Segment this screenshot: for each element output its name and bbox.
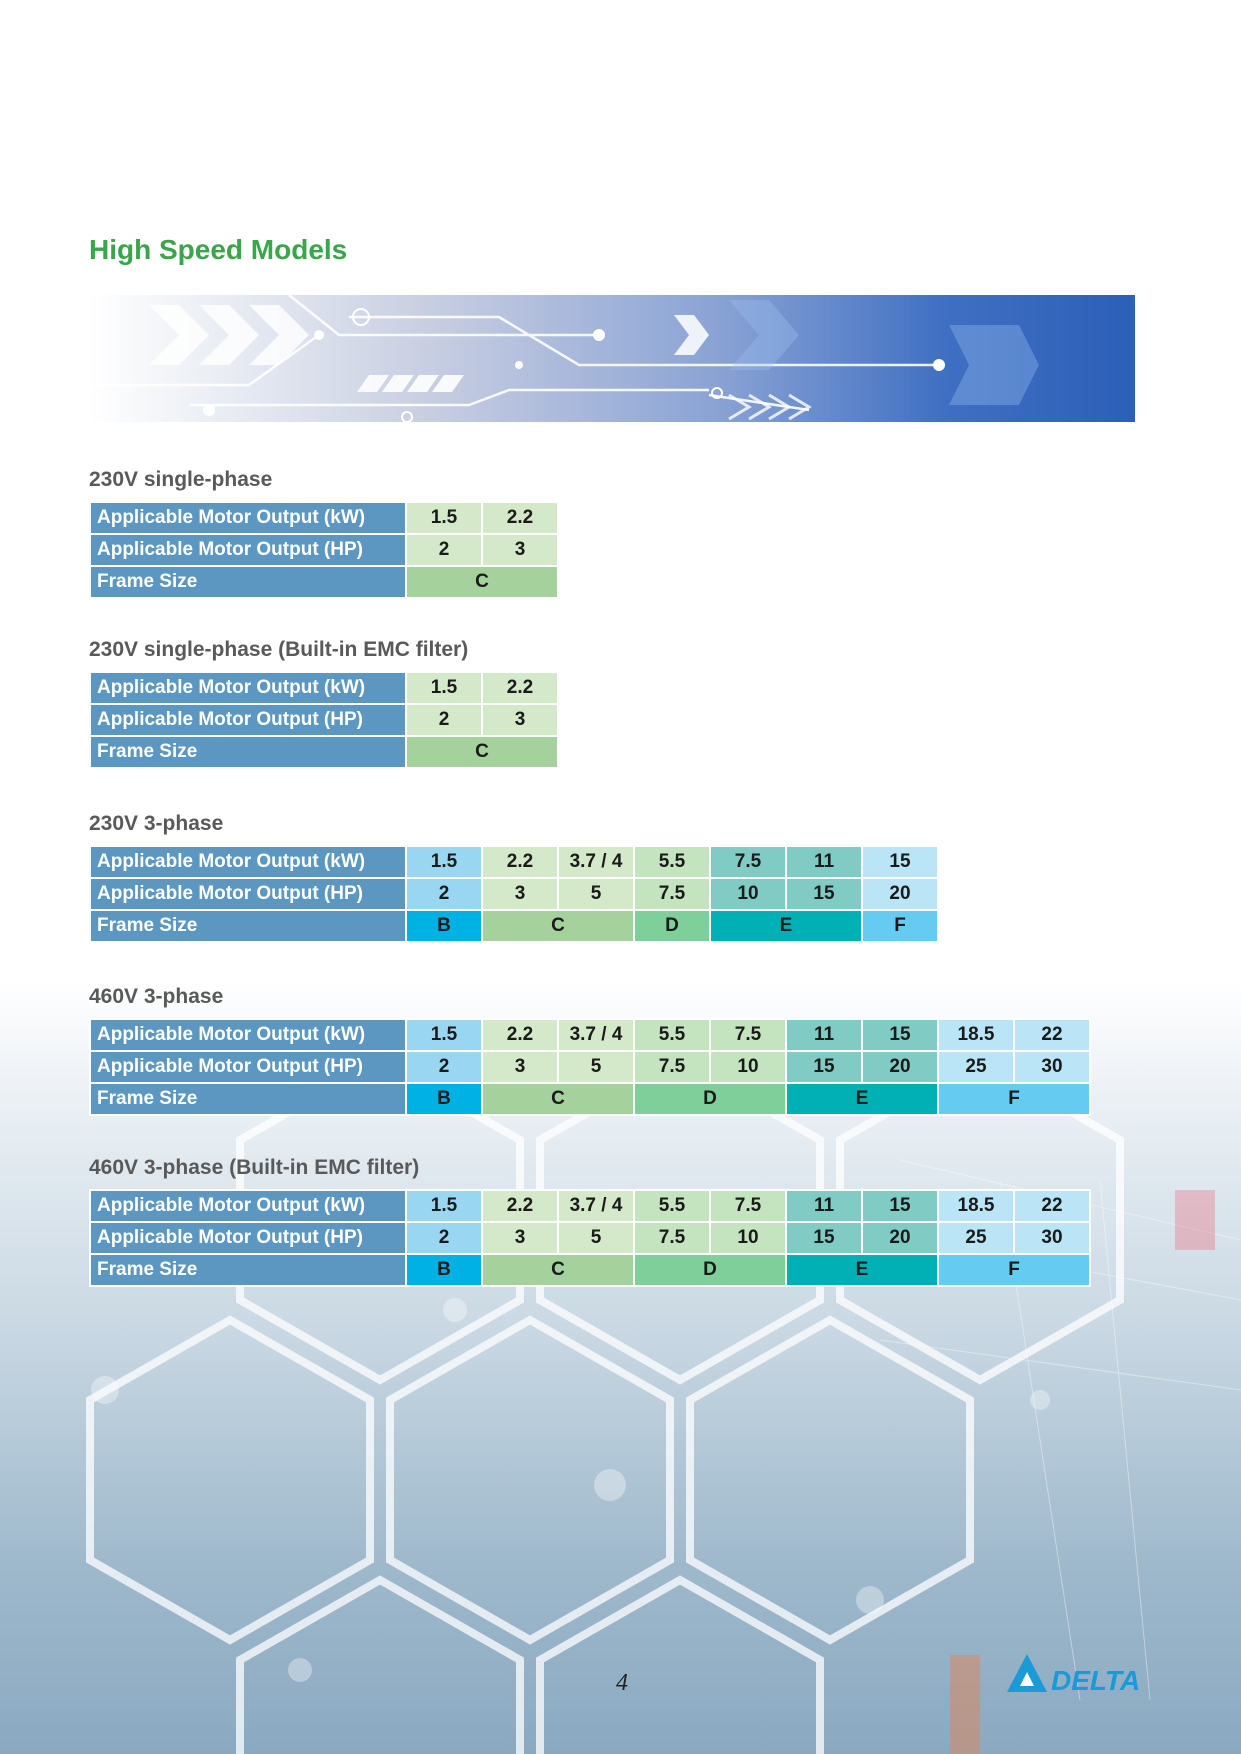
kw-cell: 3.7 / 4 — [558, 1019, 634, 1051]
section-title-460v-3-phase: 460V 3-phase — [89, 985, 224, 1008]
frame-cell: C — [406, 566, 558, 598]
hp-cell: 20 — [862, 1222, 938, 1254]
kw-cell: 2.2 — [482, 846, 558, 878]
hp-cell: 10 — [710, 1222, 786, 1254]
frame-cell: D — [634, 1083, 786, 1115]
row-label-hp: Applicable Motor Output (HP) — [90, 1222, 406, 1254]
table-row — [90, 672, 558, 704]
hp-cell: 7.5 — [634, 878, 710, 910]
table-row — [90, 704, 558, 736]
kw-cell: 1.5 — [406, 1019, 482, 1051]
hp-cell: 3 — [482, 878, 558, 910]
hp-cell: 20 — [862, 1051, 938, 1083]
row-label-kw: Applicable Motor Output (kW) — [90, 846, 406, 878]
kw-cell: 15 — [862, 846, 938, 878]
row-label-hp: Applicable Motor Output (HP) — [90, 704, 406, 736]
frame-cell: B — [406, 1254, 482, 1286]
logo-text: DELTA — [1051, 1665, 1141, 1696]
kw-cell: 1.5 — [406, 846, 482, 878]
row-label-frame-size: Frame Size — [90, 910, 406, 942]
spec-table-230v-3-phase — [89, 845, 939, 943]
hp-cell: 5 — [558, 1051, 634, 1083]
hp-cell: 7.5 — [634, 1222, 710, 1254]
hp-cell: 3 — [482, 1051, 558, 1083]
kw-cell: 18.5 — [938, 1019, 1014, 1051]
frame-cell: F — [938, 1083, 1090, 1115]
table-row — [90, 1051, 1090, 1083]
kw-cell: 11 — [786, 846, 862, 878]
row-label-kw: Applicable Motor Output (kW) — [90, 1190, 406, 1222]
hp-cell: 10 — [710, 1051, 786, 1083]
delta-logo — [1003, 1648, 1163, 1698]
kw-cell: 5.5 — [634, 1190, 710, 1222]
section-title-230v-single-phase-emc: 230V single-phase (Built-in EMC filter) — [89, 638, 469, 661]
table-row — [90, 1254, 1090, 1286]
spec-table-230v-single-phase — [89, 501, 559, 599]
hp-cell: 2 — [406, 1051, 482, 1083]
frame-cell: E — [710, 910, 862, 942]
table-row — [90, 1222, 1090, 1254]
row-label-frame-size: Frame Size — [90, 1083, 406, 1115]
kw-cell: 7.5 — [710, 1190, 786, 1222]
header-banner — [89, 295, 1135, 422]
page-title: High Speed Models — [89, 234, 348, 265]
hp-cell: 20 — [862, 878, 938, 910]
table-row — [90, 1019, 1090, 1051]
frame-cell: C — [406, 736, 558, 768]
kw-cell: 22 — [1014, 1190, 1090, 1222]
table-row — [90, 878, 938, 910]
hp-cell: 2 — [406, 1222, 482, 1254]
spec-table-460v-3-phase-emc — [89, 1189, 1091, 1287]
kw-cell: 2.2 — [482, 1190, 558, 1222]
row-label-hp: Applicable Motor Output (HP) — [90, 1051, 406, 1083]
hp-cell: 25 — [938, 1051, 1014, 1083]
table-row — [90, 910, 938, 942]
hp-cell: 2 — [406, 534, 482, 566]
hp-cell: 3 — [482, 1222, 558, 1254]
delta-logo-icon — [1003, 1648, 1163, 1698]
row-label-frame-size: Frame Size — [90, 566, 406, 598]
kw-cell: 1.5 — [406, 672, 482, 704]
table-row — [90, 534, 558, 566]
hp-cell: 5 — [558, 878, 634, 910]
row-label-frame-size: Frame Size — [90, 736, 406, 768]
kw-cell: 15 — [862, 1019, 938, 1051]
hp-cell: 2 — [406, 878, 482, 910]
frame-cell: B — [406, 910, 482, 942]
kw-cell: 3.7 / 4 — [558, 846, 634, 878]
table-row — [90, 502, 558, 534]
table-row — [90, 1083, 1090, 1115]
spec-table-460v-3-phase — [89, 1018, 1091, 1116]
frame-cell: F — [938, 1254, 1090, 1286]
kw-cell: 2.2 — [482, 1019, 558, 1051]
row-label-kw: Applicable Motor Output (kW) — [90, 672, 406, 704]
frame-cell: F — [862, 910, 938, 942]
frame-cell: C — [482, 1083, 634, 1115]
kw-cell: 7.5 — [710, 846, 786, 878]
frame-cell: C — [482, 1254, 634, 1286]
hp-cell: 30 — [1014, 1051, 1090, 1083]
hp-cell: 15 — [786, 1051, 862, 1083]
hp-cell: 30 — [1014, 1222, 1090, 1254]
kw-cell: 1.5 — [406, 502, 482, 534]
kw-cell: 22 — [1014, 1019, 1090, 1051]
kw-cell: 5.5 — [634, 1019, 710, 1051]
hp-cell: 2 — [406, 704, 482, 736]
kw-cell: 1.5 — [406, 1190, 482, 1222]
frame-cell: B — [406, 1083, 482, 1115]
hp-cell: 10 — [710, 878, 786, 910]
table-row — [90, 566, 558, 598]
spec-table-230v-single-phase-emc — [89, 671, 559, 769]
kw-cell: 2.2 — [482, 672, 558, 704]
kw-cell: 3.7 / 4 — [558, 1190, 634, 1222]
kw-cell: 11 — [786, 1019, 862, 1051]
frame-cell: E — [786, 1083, 938, 1115]
frame-cell: E — [786, 1254, 938, 1286]
table-row — [90, 736, 558, 768]
row-label-kw: Applicable Motor Output (kW) — [90, 1019, 406, 1051]
hp-cell: 7.5 — [634, 1051, 710, 1083]
hp-cell: 3 — [482, 534, 558, 566]
section-title-230v-3-phase: 230V 3-phase — [89, 812, 224, 835]
section-title-460v-3-phase-emc: 460V 3-phase (Built-in EMC filter) — [89, 1156, 420, 1179]
hp-cell: 15 — [786, 1222, 862, 1254]
hp-cell: 3 — [482, 704, 558, 736]
kw-cell: 7.5 — [710, 1019, 786, 1051]
hp-cell: 15 — [786, 878, 862, 910]
table-row — [90, 1190, 1090, 1222]
section-title-230v-single-phase: 230V single-phase — [89, 468, 273, 491]
hp-cell: 25 — [938, 1222, 1014, 1254]
kw-cell: 5.5 — [634, 846, 710, 878]
circuit-arrows-graphic — [89, 295, 1135, 422]
row-label-kw: Applicable Motor Output (kW) — [90, 502, 406, 534]
kw-cell: 11 — [786, 1190, 862, 1222]
frame-cell: C — [482, 910, 634, 942]
row-label-frame-size: Frame Size — [90, 1254, 406, 1286]
kw-cell: 18.5 — [938, 1190, 1014, 1222]
frame-cell: D — [634, 910, 710, 942]
kw-cell: 15 — [862, 1190, 938, 1222]
frame-cell: D — [634, 1254, 786, 1286]
table-row — [90, 846, 938, 878]
kw-cell: 2.2 — [482, 502, 558, 534]
row-label-hp: Applicable Motor Output (HP) — [90, 878, 406, 910]
page-number: 4 — [616, 1670, 628, 1696]
row-label-hp: Applicable Motor Output (HP) — [90, 534, 406, 566]
hp-cell: 5 — [558, 1222, 634, 1254]
